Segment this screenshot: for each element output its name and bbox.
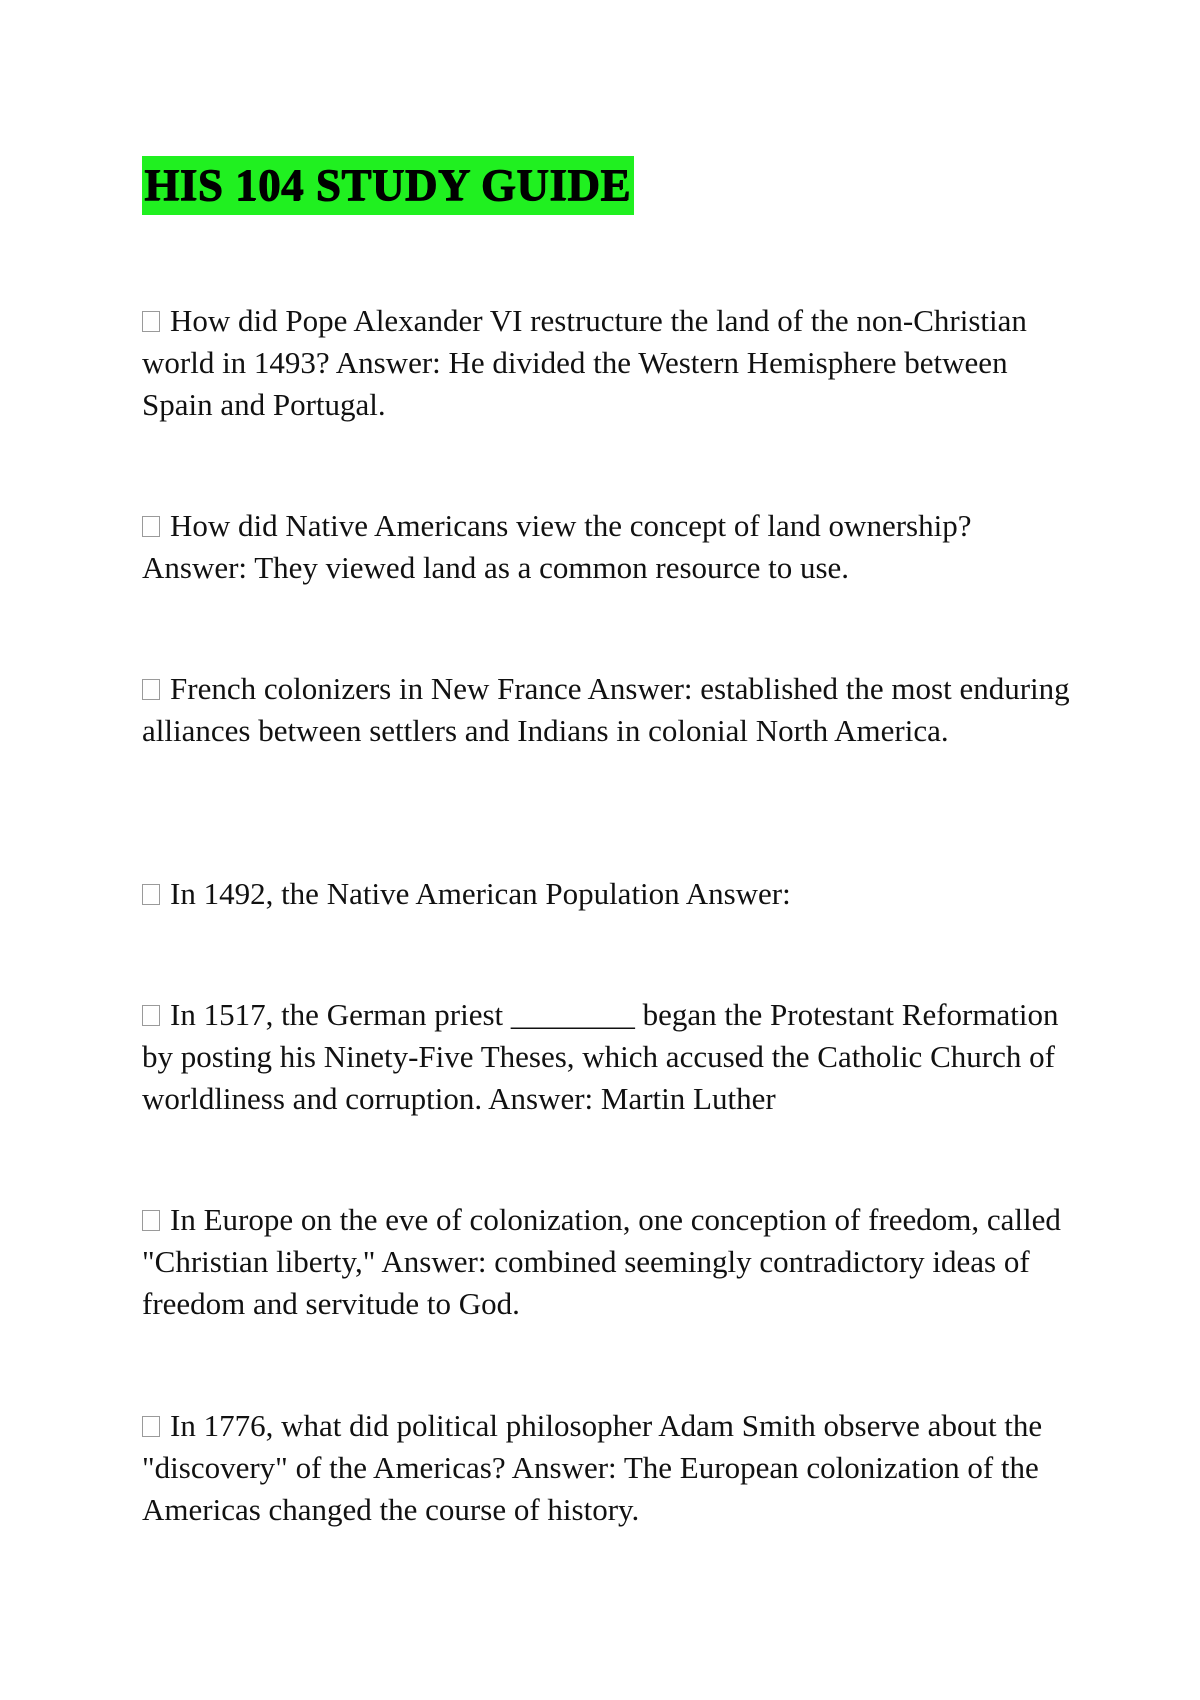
list-item-text: How did Native Americans view the concept of land ownership? Answer: They viewed land as a common resource to use.	[142, 508, 972, 585]
list-item-text: French colonizers in New France Answer: established the most enduring alliances between settlers and Indians in colonial North America.	[142, 671, 1070, 748]
list-item-text: How did Pope Alexander VI restructure the land of the non-Christian world in 1493? Answer: He divided the Western Hemisphere between Spain and Portugal.	[142, 303, 1027, 422]
list-item	[142, 873, 1082, 915]
list-item	[142, 668, 1082, 752]
list-item	[142, 1405, 1082, 1531]
list-item-text: In Europe on the eve of colonization, one conception of freedom, called "Christian liberty," Answer: combined seemingly contradictory ideas of freedom and servitude to God.	[142, 1202, 1061, 1321]
checkbox-bullet-icon	[142, 516, 160, 537]
checkbox-bullet-icon	[142, 1005, 160, 1026]
list-item	[142, 300, 1082, 426]
checkbox-bullet-icon	[142, 1416, 160, 1437]
list-item-text: In 1492, the Native American Population Answer:	[170, 876, 791, 911]
title-container	[142, 156, 634, 215]
list-item	[142, 994, 1082, 1120]
list-item-text: In 1517, the German priest ________ began the Protestant Reformation by posting his Ninety-Five Theses, which accused the Catholic Church of worldliness and corruption. Answer: Martin Luther	[142, 997, 1059, 1116]
checkbox-bullet-icon	[142, 311, 160, 332]
checkbox-bullet-icon	[142, 1210, 160, 1231]
list-item	[142, 505, 1082, 589]
list-item-text: In 1776, what did political philosopher Adam Smith observe about the "discovery" of the Americas? Answer: The European colonization of the Americas changed the course of history.	[142, 1408, 1043, 1527]
checkbox-bullet-icon	[142, 884, 160, 905]
checkbox-bullet-icon	[142, 679, 160, 700]
list-item	[142, 1199, 1082, 1325]
page-title: HIS 104 STUDY GUIDE	[142, 156, 634, 215]
